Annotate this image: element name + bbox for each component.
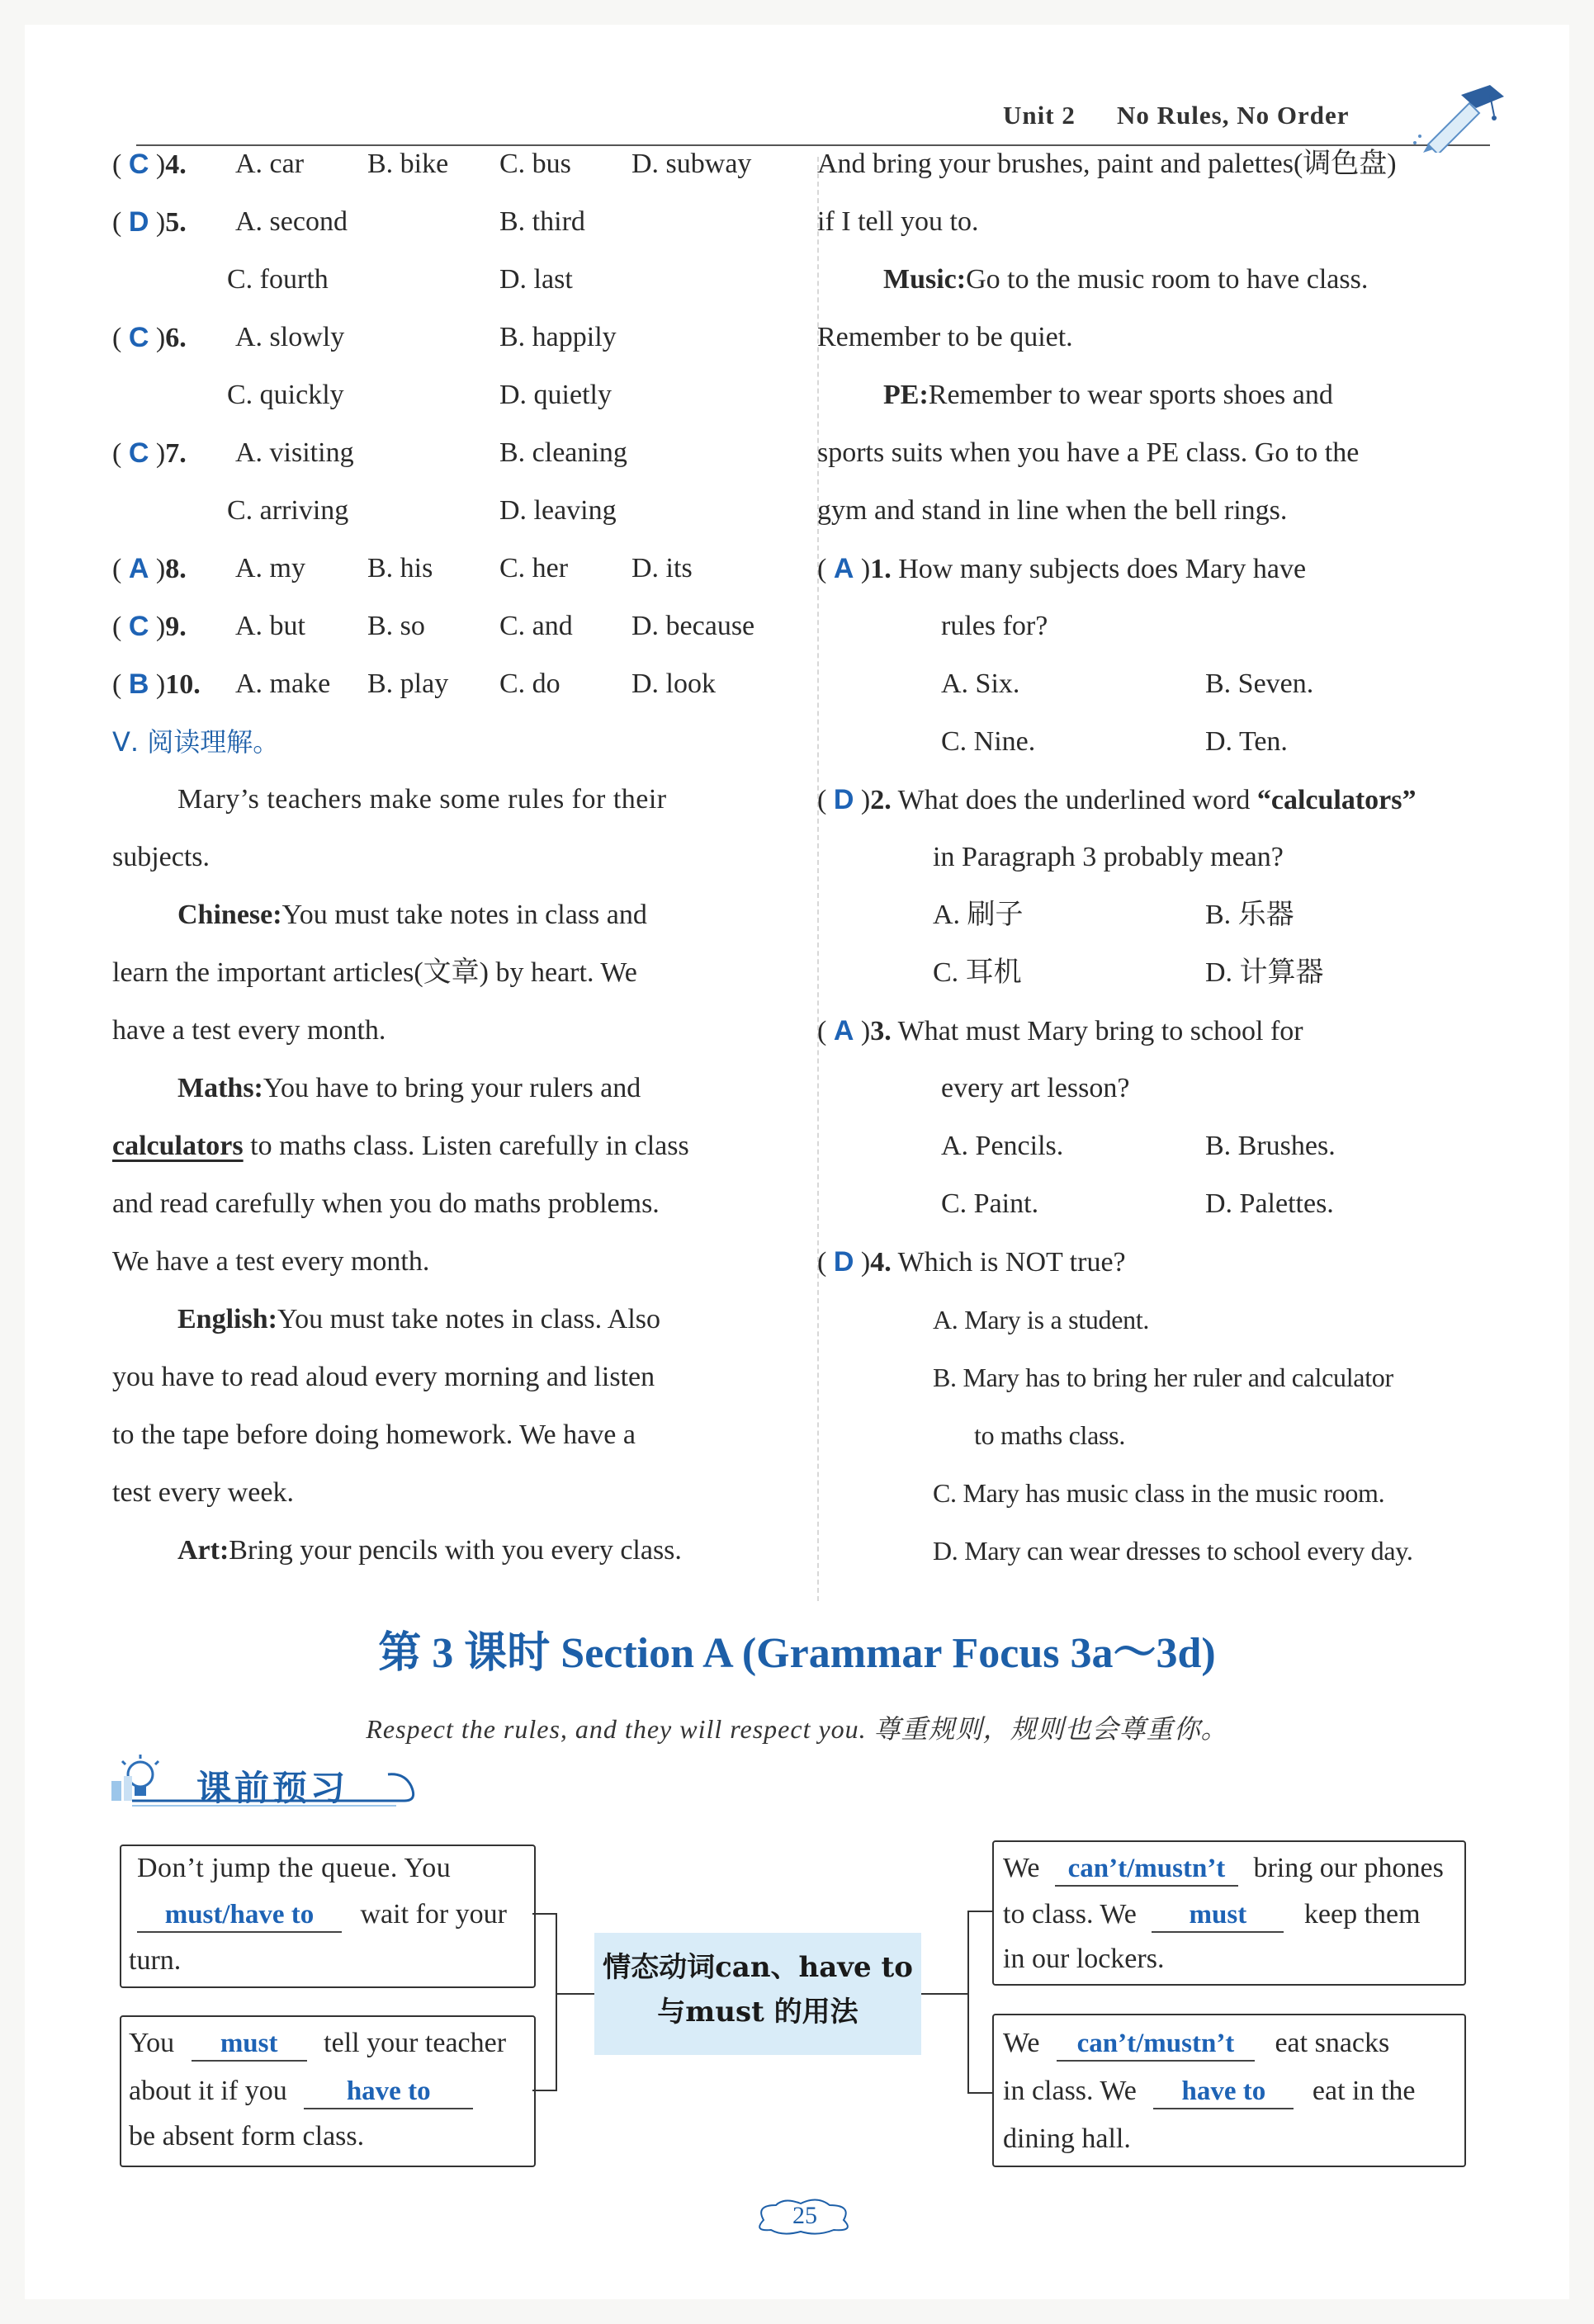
question-row: ( C )4. <box>112 149 187 180</box>
question-stem: What does the underlined word <box>897 785 1251 815</box>
box4-text3: in class. We <box>1003 2076 1137 2106</box>
question-number: 3. <box>870 1016 892 1046</box>
question-row: ( B )10. <box>112 668 201 700</box>
option: D. Palettes. <box>1205 1188 1334 1219</box>
question-stem-cont: in Paragraph 3 probably mean? <box>933 842 1284 872</box>
column-divider <box>817 157 819 1601</box>
connector-left-vertical <box>556 1913 557 2091</box>
question-row: ( D )2. What does the underlined word “calculators” <box>817 784 1417 815</box>
option: C. fourth <box>227 264 329 295</box>
box1-line2 <box>137 1897 507 1933</box>
pe-line2: sports suits when you have a PE class. Go to the <box>817 437 1360 468</box>
option: C. Nine. <box>941 726 1036 757</box>
answer-letter: A <box>833 1015 854 1046</box>
box3-blank1: can’t/mustn’t <box>1055 1852 1238 1887</box>
option: A. make <box>235 668 331 699</box>
box3-line1 <box>1003 1850 1444 1887</box>
chinese-line3: have a test every month. <box>112 1015 386 1046</box>
english-line3: to the tape before doing homework. We have a <box>112 1419 636 1450</box>
option: C. 耳机 <box>933 957 1022 988</box>
box2-blank2: have to <box>304 2075 473 2109</box>
box4-text1: We <box>1003 2028 1040 2058</box>
answer-letter: C <box>128 149 149 180</box>
box3-line2 <box>1003 1897 1421 1933</box>
option: B. bike <box>367 149 449 179</box>
question-stem: Which is NOT true? <box>897 1247 1126 1278</box>
chinese-label: Chinese: <box>177 900 282 930</box>
box3-blank2: must <box>1152 1898 1284 1933</box>
connector-left-center <box>556 1993 594 1995</box>
question-stem-cont: every art lesson? <box>941 1073 1130 1103</box>
option: D. look <box>631 668 716 699</box>
question-number: 5. <box>165 207 187 238</box>
art-cont-line1: And bring your brushes, paint and palettes(调色盘) <box>817 149 1397 179</box>
option: D. Mary can wear dresses to school every day. <box>933 1536 1413 1566</box>
question-number: 10. <box>165 669 201 700</box>
section-quote: Respect the rules, and they will respect you. 尊重规则，规则也会尊重你。 <box>366 1714 1228 1744</box>
box2-text2: tell your teacher <box>324 2028 507 2058</box>
music-line1 <box>883 262 1368 298</box>
art-text: Bring your pencils with you every class. <box>229 1535 682 1566</box>
calculators-underlined: calculators <box>112 1131 244 1161</box>
question-number: 1. <box>870 554 892 584</box>
pencil-cap-icon <box>1412 78 1511 153</box>
center-line2: 与must 的用法 <box>657 1996 858 2029</box>
option: A. second <box>235 206 348 237</box>
option: B. third <box>499 206 585 237</box>
question-row: ( A )3. What must Mary bring to school for <box>817 1015 1303 1046</box>
pe-line1 <box>883 377 1333 413</box>
art-label: Art: <box>177 1535 229 1566</box>
box1-text2: wait for your <box>360 1899 508 1930</box>
box3-text4: keep them <box>1303 1899 1421 1930</box>
chinese-line2: learn the important articles(文章) by heart. We <box>112 957 637 988</box>
option: B. Mary has to bring her ruler and calculator <box>933 1363 1393 1392</box>
option: D. quietly <box>499 380 612 410</box>
connector-right-br <box>967 2092 992 2094</box>
box2-line1 <box>129 2025 506 2062</box>
question-number: 4. <box>870 1247 892 1278</box>
box4-line1 <box>1003 2025 1389 2062</box>
box4-text2: eat snacks <box>1275 2028 1390 2058</box>
center-line1: 情态动词can、have to <box>603 1951 913 1984</box>
option: C. her <box>499 553 569 583</box>
answer-letter: A <box>833 553 854 584</box>
box1-blank1: must/have to <box>137 1898 342 1933</box>
option: C. Mary has music class in the music room. <box>933 1478 1385 1508</box>
connector-right-center <box>921 1993 969 1995</box>
option: D. Ten. <box>1205 726 1288 757</box>
option: B. 乐器 <box>1205 900 1294 930</box>
option: B. cleaning <box>499 437 627 468</box>
option: A. Six. <box>941 668 1020 699</box>
english-line4: test every week. <box>112 1477 294 1508</box>
option: D. last <box>499 264 573 295</box>
answer-letter: D <box>128 206 149 238</box>
quoted-word: “calculators” <box>1256 785 1417 815</box>
page <box>25 25 1569 2299</box>
question-row: ( D )4. Which is NOT true? <box>817 1246 1126 1278</box>
pe-line3: gym and stand in line when the bell rings. <box>817 495 1288 526</box>
passage-intro-line1: Mary’s teachers make some rules for their <box>177 784 667 815</box>
option: C. and <box>499 611 573 641</box>
option: A. my <box>235 553 305 583</box>
box2-line3: be absent form class. <box>129 2121 365 2152</box>
answer-letter: D <box>833 784 854 815</box>
english-text: You must take notes in class. Also <box>277 1304 661 1334</box>
option: C. bus <box>499 149 571 179</box>
option: D. subway <box>631 149 752 179</box>
answer-letter: C <box>128 611 149 642</box>
music-label: Music: <box>883 264 967 295</box>
option: A. car <box>235 149 305 179</box>
maths-line1 <box>177 1070 641 1107</box>
music-text: Go to the music room to have class. <box>966 264 1369 295</box>
maths-text: You have to bring your rulers and <box>263 1073 641 1103</box>
section-title: 第 3 课时 Section A (Grammar Focus 3a～3d) <box>378 1630 1216 1677</box>
box3-text3: to class. We <box>1003 1899 1137 1930</box>
option: C. Paint. <box>941 1188 1039 1219</box>
passage-intro-line2: subjects. <box>112 842 210 872</box>
option: B. his <box>367 553 433 583</box>
option: B. play <box>367 668 449 699</box>
box3-text1: We <box>1003 1853 1040 1883</box>
connector-right-tr <box>967 1911 992 1912</box>
header-title: No Rules, No Order <box>1117 101 1350 130</box>
connector-left-tl <box>532 1913 557 1915</box>
option: C. quickly <box>227 380 344 410</box>
pe-label: PE: <box>883 380 929 410</box>
question-row: ( D )5. <box>112 206 187 238</box>
page-number: 25 <box>792 2202 817 2229</box>
answer-letter: A <box>128 553 149 584</box>
connector-left-bl <box>532 2090 557 2091</box>
question-number: 4. <box>165 149 187 180</box>
box2-text3: about it if you <box>129 2076 287 2106</box>
box3-text2: bring our phones <box>1253 1853 1444 1883</box>
question-number: 6. <box>165 323 187 353</box>
question-stem: What must Mary bring to school for <box>897 1016 1303 1046</box>
maths-label: Maths: <box>177 1073 263 1103</box>
music-line2: Remember to be quiet. <box>817 322 1073 352</box>
box4-line3: dining hall. <box>1003 2123 1131 2154</box>
answer-letter: C <box>128 322 149 353</box>
option: A. Mary is a student. <box>933 1305 1150 1334</box>
pe-text: Remember to wear sports shoes and <box>928 380 1333 410</box>
maths-line4: We have a test every month. <box>112 1246 430 1277</box>
english-label: English: <box>177 1304 277 1334</box>
question-row: ( C )6. <box>112 322 187 353</box>
reading-heading: Ⅴ. 阅读理解。 <box>112 726 280 758</box>
box2-line2 <box>129 2073 473 2109</box>
maths-line2 <box>112 1128 689 1164</box>
option: A. but <box>235 611 305 641</box>
option: C. arriving <box>227 495 349 526</box>
question-row: ( A )8. <box>112 553 187 584</box>
option: B. happily <box>499 322 617 352</box>
english-line2: you have to read aloud every morning and listen <box>112 1362 655 1392</box>
option: D. leaving <box>499 495 617 526</box>
question-number: 7. <box>165 438 187 469</box>
box4-text4: eat in the <box>1312 2076 1416 2106</box>
option: to maths class. <box>974 1420 1126 1450</box>
option: B. Seven. <box>1205 668 1314 699</box>
question-row: ( A )1. How many subjects does Mary have <box>817 553 1307 584</box>
option: B. Brushes. <box>1205 1131 1336 1161</box>
question-number: 8. <box>165 554 187 584</box>
box4-line2 <box>1003 2073 1416 2109</box>
header-unit: Unit 2 <box>1003 101 1076 130</box>
question-number: 9. <box>165 612 187 642</box>
box1-line3: turn. <box>129 1945 182 1976</box>
option: C. do <box>499 668 561 699</box>
option: A. 刷子 <box>933 900 1024 930</box>
lightbulb-icon <box>107 1751 165 1809</box>
art-line1 <box>177 1533 682 1569</box>
answer-letter: D <box>833 1246 854 1278</box>
box2-blank1: must <box>192 2027 307 2062</box>
option: B. so <box>367 611 425 641</box>
question-stem: How many subjects does Mary have <box>898 554 1307 584</box>
option: A. Pencils. <box>941 1131 1064 1161</box>
answer-letter: B <box>128 668 149 700</box>
option: D. its <box>631 553 693 583</box>
option: A. slowly <box>235 322 345 352</box>
art-cont-line2: if I tell you to. <box>817 206 979 237</box>
option: D. because <box>631 611 755 641</box>
question-number: 2. <box>870 785 892 815</box>
option: A. visiting <box>235 437 354 468</box>
answer-letter: C <box>128 437 149 469</box>
english-line1 <box>177 1301 660 1338</box>
option: D. 计算器 <box>1205 957 1324 988</box>
preview-label: 课前预习 <box>196 1768 349 1808</box>
box4-blank1: can’t/mustn’t <box>1057 2027 1255 2062</box>
maths-line3: and read carefully when you do maths problems. <box>112 1188 660 1219</box>
box2-text1: You <box>129 2028 175 2058</box>
box3-line3: in our lockers. <box>1003 1944 1165 1974</box>
chinese-text: You must take notes in class and <box>281 900 647 930</box>
box4-blank2: have to <box>1153 2075 1294 2109</box>
maths-text-2: to maths class. Listen carefully in class <box>250 1131 689 1161</box>
question-row: ( C )9. <box>112 611 187 642</box>
connector-right-vertical <box>967 1911 969 2094</box>
question-row: ( C )7. <box>112 437 187 469</box>
box1-line1: Don’t jump the queue. You <box>137 1853 452 1883</box>
chinese-line1 <box>177 897 647 933</box>
question-stem-cont: rules for? <box>941 611 1048 641</box>
